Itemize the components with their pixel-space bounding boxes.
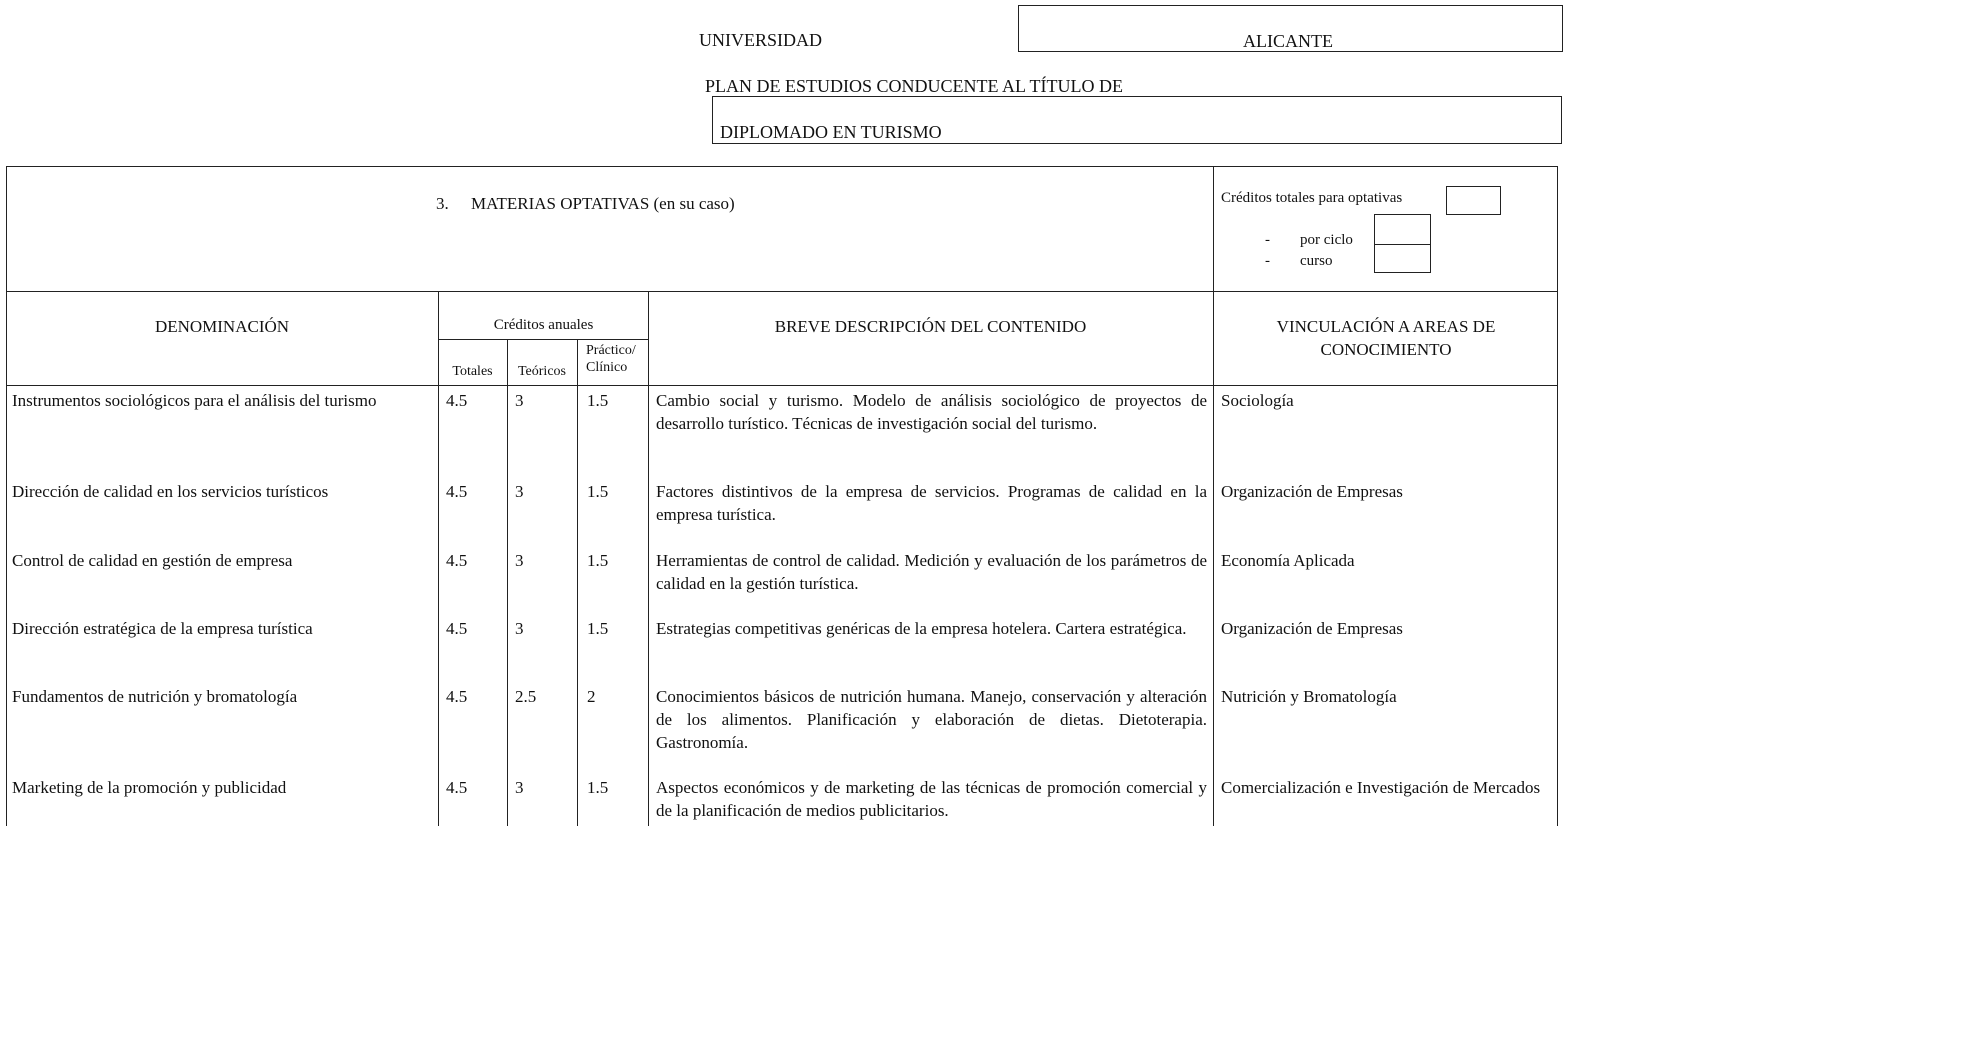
row-practico: 2 — [587, 687, 596, 706]
row-totales: 4.5 — [446, 391, 468, 410]
row-totales: 4.5 — [446, 619, 468, 638]
creditos-totales-label: Créditos totales para optativas — [1221, 190, 1403, 206]
row-descripcion: Aspectos económicos y de marketing de las técnicas de promoción comercial y de la planificación de medios publicitarios. — [656, 778, 1207, 820]
col-divider-descripcion — [1213, 166, 1214, 826]
titulo-value: DIPLOMADO EN TURISMO — [720, 122, 942, 142]
header-descripcion: BREVE DESCRIPCIÓN DEL CONTENIDO — [774, 317, 1087, 336]
row-totales: 4.5 — [446, 551, 468, 570]
table-left-border — [6, 166, 7, 826]
row-denominacion: Marketing de la promoción y publicidad — [12, 778, 287, 797]
row-denominacion: Dirección de calidad en los servicios turísticos — [12, 482, 329, 501]
universidad-label: UNIVERSIDAD — [699, 30, 822, 50]
row-denominacion: Control de calidad en gestión de empresa — [12, 551, 293, 570]
col-divider-totales — [507, 339, 508, 826]
row-descripcion: Estrategias competitivas genéricas de la empresa hotelera. Cartera estratégica. — [656, 619, 1187, 638]
row-teoricos: 3 — [515, 778, 524, 797]
section-divider — [6, 291, 1558, 292]
header-practico: Práctico/ Clínico — [586, 343, 636, 375]
row-teoricos: 3 — [515, 482, 524, 501]
por-ciclo-box — [1374, 214, 1431, 245]
table-top-border — [6, 166, 1558, 167]
header-teoricos: Teóricos — [517, 364, 566, 379]
row-teoricos: 3 — [515, 551, 524, 570]
header-denominacion: DENOMINACIÓN — [154, 317, 290, 336]
row-descripcion: Cambio social y turismo. Modelo de análisis sociológico de proyectos de desarrollo turístico. Técnicas de investigación social del turismo. — [656, 391, 1207, 433]
header-bottom-border — [6, 385, 1558, 386]
col-divider-teoricos — [577, 339, 578, 826]
row-practico: 1.5 — [587, 391, 609, 410]
row-teoricos: 2.5 — [515, 687, 537, 706]
por-ciclo-label: por ciclo — [1300, 232, 1353, 248]
curso-dash: - — [1265, 253, 1270, 269]
row-descripcion: Herramientas de control de calidad. Medición y evaluación de los parámetros de calidad en la gestión turística. — [656, 551, 1207, 593]
header-creditos-anuales: Créditos anuales — [493, 317, 594, 333]
header-vinculacion: VINCULACIÓN A AREAS DE CONOCIMIENTO — [1276, 317, 1496, 359]
creditos-totales-box — [1446, 186, 1501, 215]
row-totales: 4.5 — [446, 482, 468, 501]
row-vinculacion: Nutrición y Bromatología — [1221, 687, 1397, 706]
row-practico: 1.5 — [587, 619, 609, 638]
row-descripcion: Conocimientos básicos de nutrición humana. Manejo, conservación y alteración de los alimentos. Planificación y elaboración de dietas. Dietoterapia. Gastronomía. — [656, 687, 1207, 752]
subheader-divider — [438, 339, 649, 340]
row-vinculacion: Organización de Empresas — [1221, 482, 1403, 501]
row-practico: 1.5 — [587, 778, 609, 797]
titulo-box — [712, 96, 1562, 144]
row-practico: 1.5 — [587, 482, 609, 501]
header-totales: Totales — [452, 364, 493, 379]
row-denominacion: Instrumentos sociológicos para el análisis del turismo — [12, 391, 377, 410]
section-title: MATERIAS OPTATIVAS (en su caso) — [471, 194, 735, 213]
curso-label: curso — [1300, 253, 1333, 269]
row-practico: 1.5 — [587, 551, 609, 570]
universidad-box — [1018, 5, 1563, 52]
row-totales: 4.5 — [446, 778, 468, 797]
section-number: 3. — [436, 194, 449, 213]
table-right-border — [1557, 166, 1558, 826]
row-vinculacion: Comercialización e Investigación de Mercados — [1221, 778, 1541, 797]
row-descripcion: Factores distintivos de la empresa de servicios. Programas de calidad en la empresa turística. — [656, 482, 1207, 524]
row-vinculacion: Organización de Empresas — [1221, 619, 1403, 638]
plan-label: PLAN DE ESTUDIOS CONDUCENTE AL TÍTULO DE — [705, 76, 1123, 96]
por-ciclo-dash: - — [1265, 232, 1270, 248]
row-vinculacion: Sociología — [1221, 391, 1294, 410]
curso-box — [1374, 244, 1431, 273]
col-divider-practico — [648, 291, 649, 826]
universidad-value: ALICANTE — [1243, 31, 1333, 51]
row-denominacion: Dirección estratégica de la empresa turística — [12, 619, 313, 638]
row-teoricos: 3 — [515, 619, 524, 638]
row-totales: 4.5 — [446, 687, 468, 706]
row-vinculacion: Economía Aplicada — [1221, 551, 1355, 570]
row-denominacion: Fundamentos de nutrición y bromatología — [12, 687, 298, 706]
row-teoricos: 3 — [515, 391, 524, 410]
